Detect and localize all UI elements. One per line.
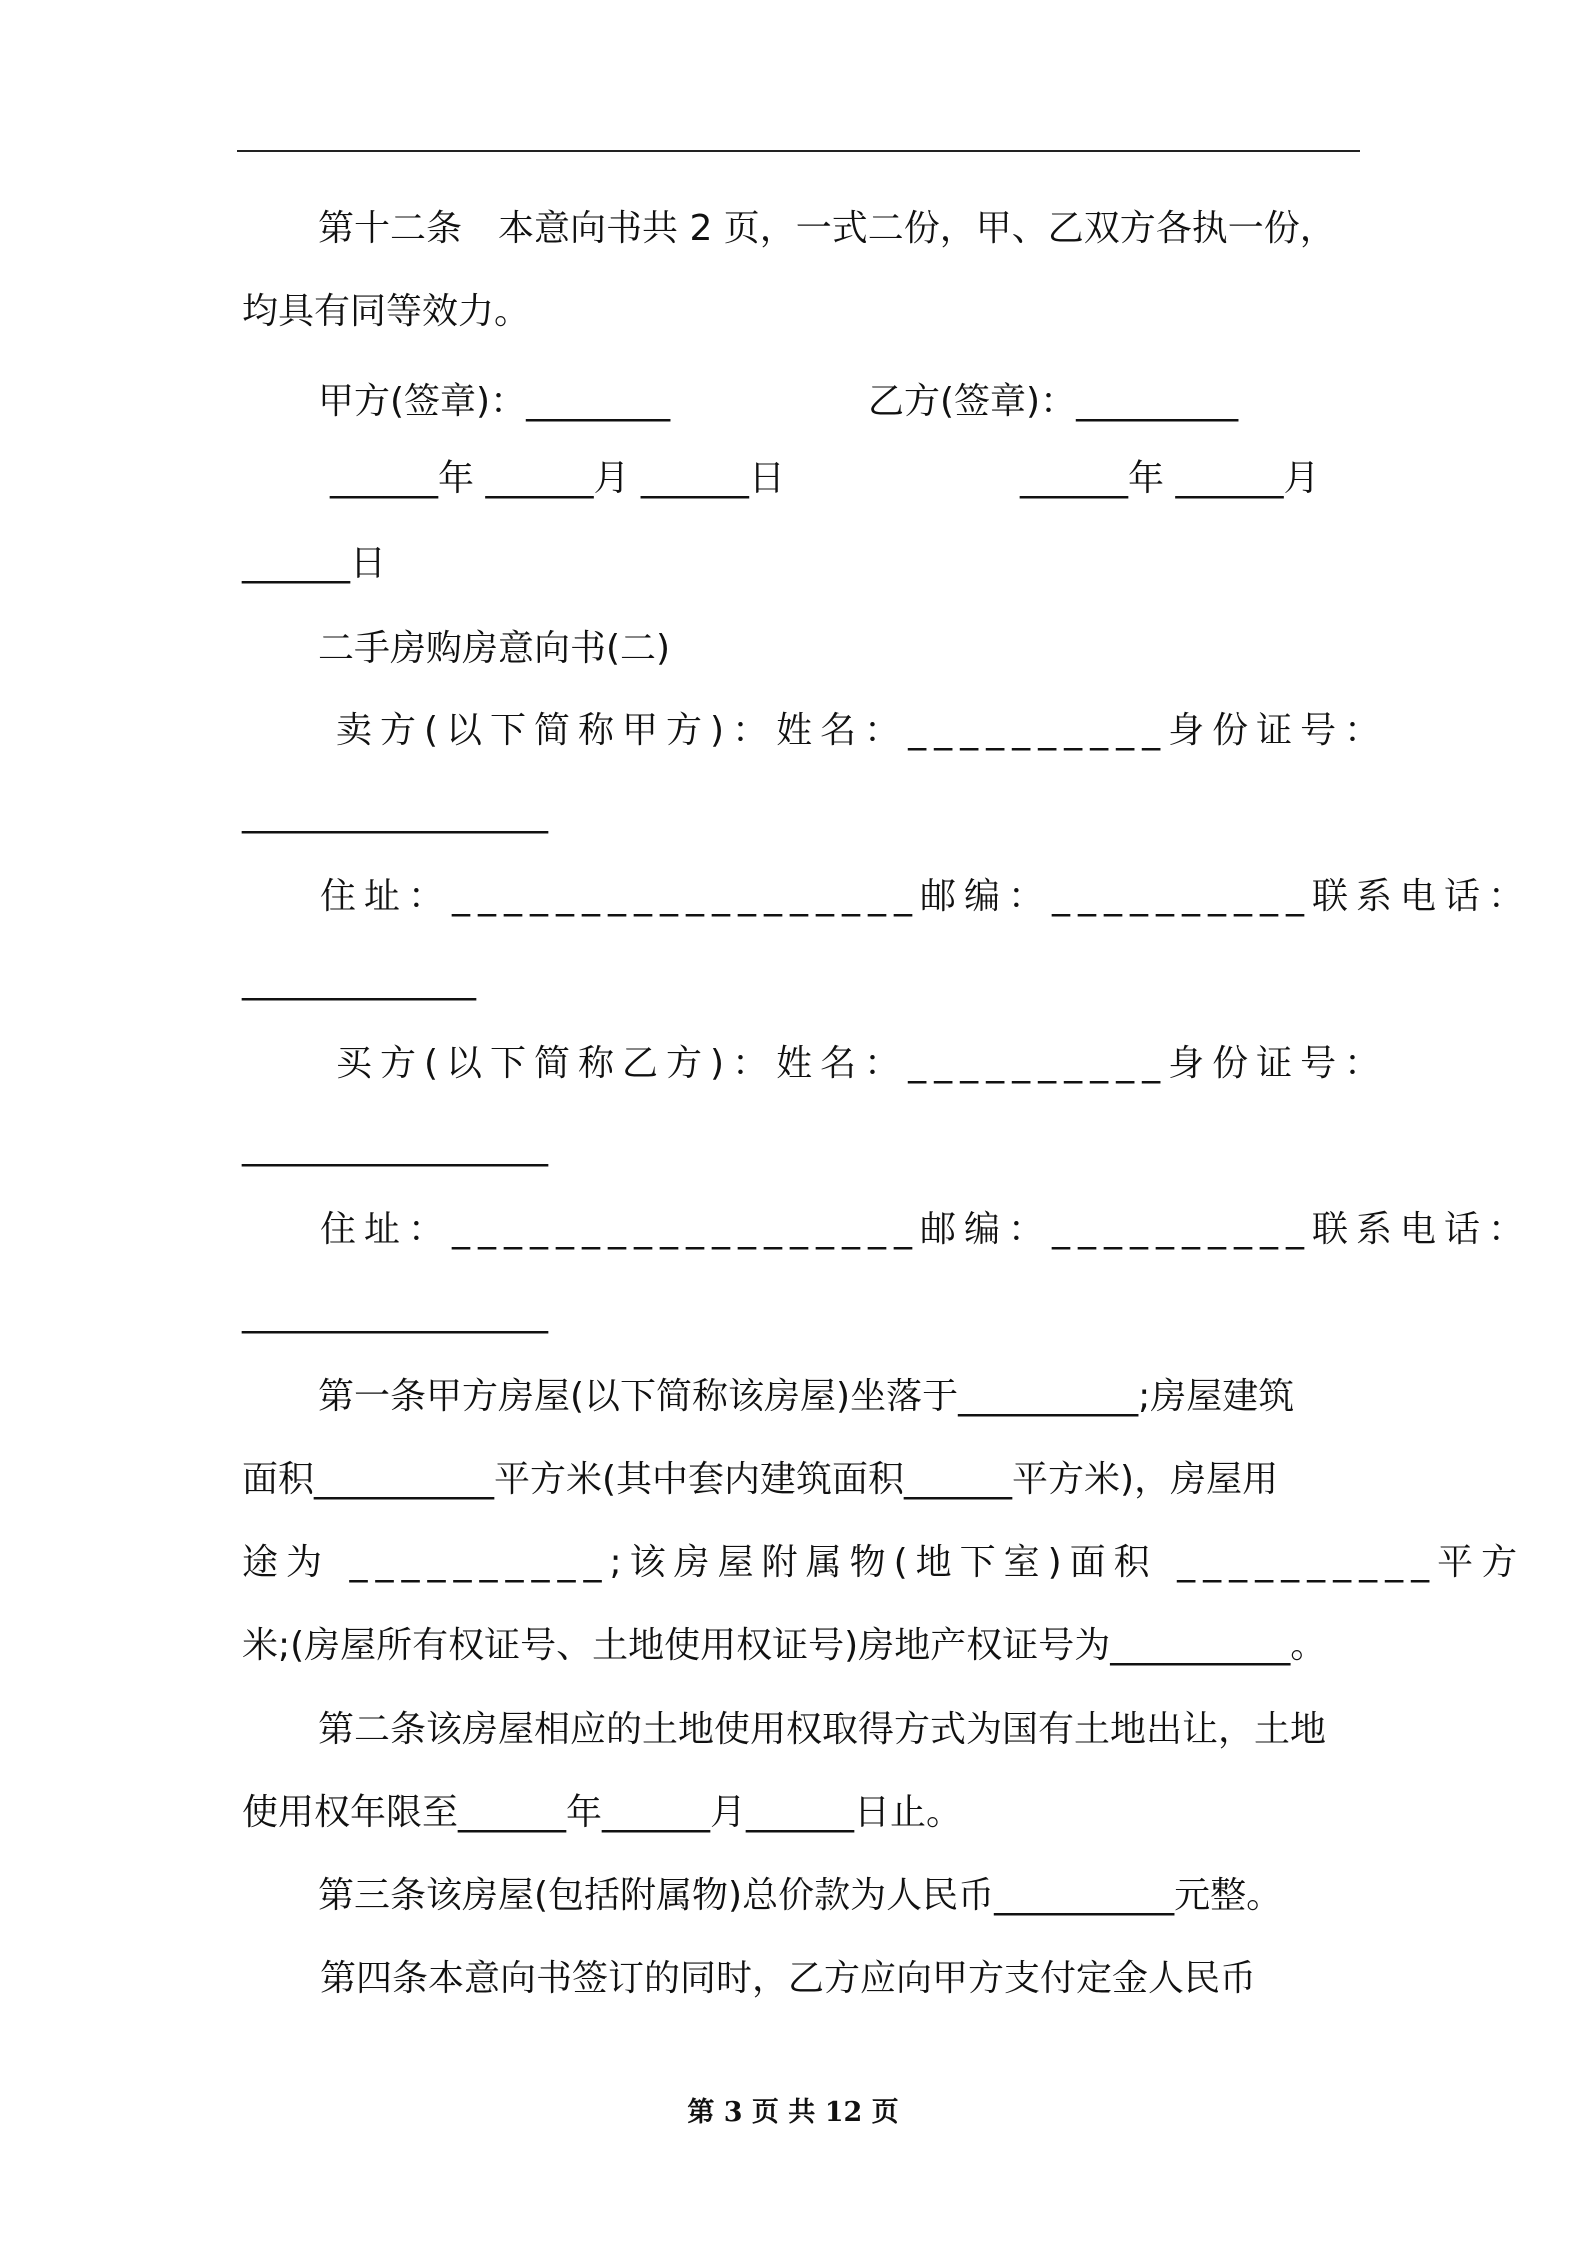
- seller-name-line: 卖方(以下简称甲方)：姓名：__________身份证号：: [336, 710, 1389, 751]
- article-3-line: 第三条该房屋(包括附属物)总价款为人民币__________元整。: [318, 1875, 1283, 1916]
- party-b-date: ______年 ______月: [1020, 458, 1320, 499]
- article-2-line-1: 第二条该房屋相应的土地使用权取得方式为国有土地出让，土地: [318, 1709, 1327, 1750]
- section-title: 二手房购房意向书(二): [318, 628, 671, 669]
- article-1-line-1: 第一条甲方房屋(以下简称该房屋)坐落于__________;房屋建筑: [318, 1376, 1295, 1417]
- article-1-line-2: 面积__________平方米(其中套内建筑面积______平方米)，房屋用: [242, 1459, 1279, 1500]
- buyer-name-line: 买方(以下简称乙方)：姓名：__________身份证号：: [336, 1043, 1389, 1084]
- article-1-line-4: 米;(房屋所有权证号、土地使用权证号)房地产权证号为__________。: [242, 1625, 1327, 1666]
- buyer-address-line: 住址：__________________邮编：__________联系电话：: [320, 1209, 1533, 1250]
- article-4-line: 第四条本意向书签订的同时，乙方应向甲方支付定金人民币: [320, 1958, 1257, 1999]
- seller-phone-blank: _____________: [242, 960, 476, 1001]
- article-12-line-2: 均具有同等效力。: [242, 291, 531, 332]
- article-12-line-1: 第十二条 本意向书共 2 页，一式二份，甲、乙双方各执一份，: [318, 208, 1336, 249]
- seller-id-blank: _________________: [242, 793, 548, 834]
- party-b-date-day: ______日: [242, 543, 387, 584]
- page-indicator: 第 3 页 共 12 页: [687, 2097, 899, 2128]
- buyer-id-blank: _________________: [242, 1126, 548, 1167]
- party-a-signature: 甲方(签章)：________: [318, 381, 671, 422]
- seller-address-line: 住址：__________________邮编：__________联系电话：: [320, 876, 1533, 917]
- header-rule: [237, 150, 1360, 152]
- party-a-date: ______年 ______月 ______日: [330, 458, 785, 499]
- party-b-signature: 乙方(签章)：_________: [868, 381, 1239, 422]
- article-2-line-2: 使用权年限至______年______月______日止。: [242, 1792, 963, 1833]
- buyer-phone-blank: _________________: [242, 1293, 548, 1334]
- article-1-line-3: 途为 __________;该房屋附属物(地下室)面积 __________平方: [242, 1542, 1526, 1583]
